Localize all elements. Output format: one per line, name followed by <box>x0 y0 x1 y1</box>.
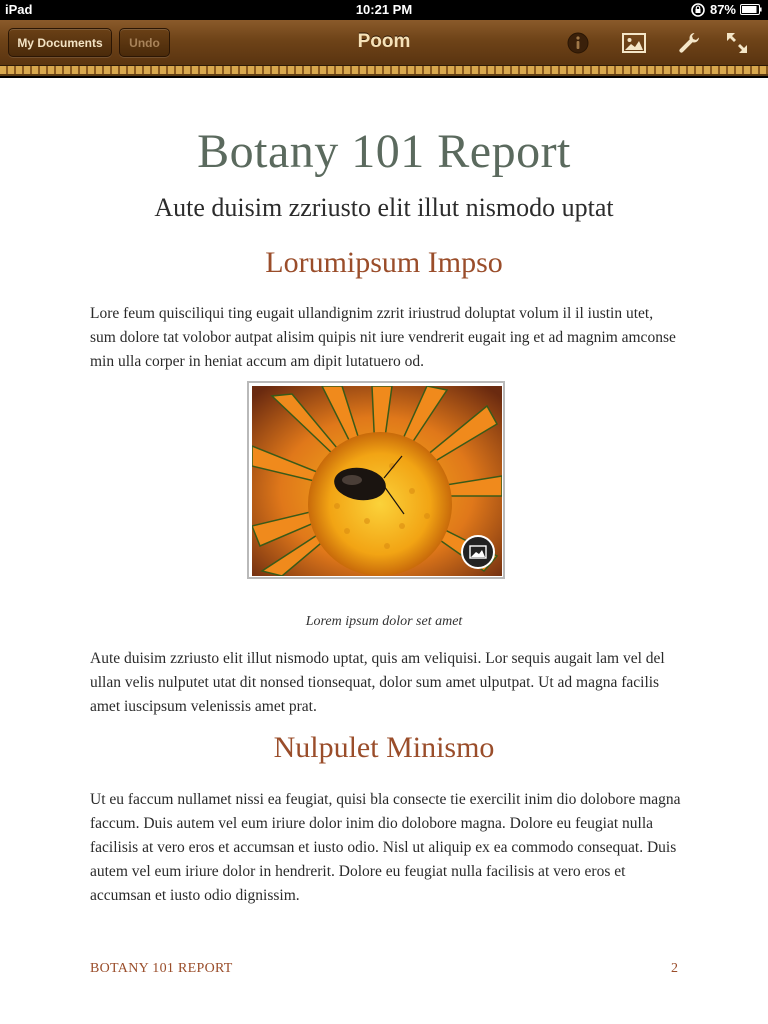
device-name: iPad <box>5 2 33 17</box>
page-number[interactable]: 2 <box>671 961 678 976</box>
document-subtitle[interactable]: Aute duisim zzriusto elit illut nismodo uptat <box>154 193 614 222</box>
section-heading[interactable]: Nulpulet Minismo <box>273 731 495 764</box>
image-caption[interactable]: Lorem ipsum dolor set amet <box>305 614 463 629</box>
fullscreen-icon[interactable] <box>724 30 750 56</box>
footer-title[interactable]: BOTANY 101 REPORT <box>90 961 233 976</box>
image-icon[interactable] <box>621 30 647 56</box>
section-heading[interactable]: Lorumipsum Impso <box>265 246 503 279</box>
battery-icon <box>740 4 762 15</box>
wrench-icon[interactable] <box>676 30 702 56</box>
toolbar-stitching <box>0 66 768 76</box>
body-paragraph[interactable]: Lore feum quisciliqui ting eugait ullandignim zzrit iriustrud doluptat volum il il iustin utet, sum dolore tat volobor autpat alisim quipis nit iure vendrerit eugait ing et ad magnim amconse min ulla corper in heniat accum am dipit lutatuero od. <box>90 305 676 370</box>
document-name: Poom <box>357 31 411 52</box>
battery-percent: 87% <box>709 2 736 17</box>
document-page[interactable] <box>0 78 768 1024</box>
status-bar <box>0 0 768 20</box>
status-time: 10:21 PM <box>355 2 413 17</box>
my-documents-button[interactable]: My Documents <box>8 28 112 57</box>
flower-photo <box>252 386 502 576</box>
info-icon[interactable] <box>565 30 591 56</box>
toolbar <box>0 20 768 66</box>
body-paragraph[interactable]: Ut eu faccum nullamet nissi ea feugiat, quisi bla consecte tie exercilit inim dio dolobore magna faccum. Duis autem vel eum iriure dolor inim dio dolobore magna. Dolore eu feugiat nulla facilisis at vero eros et accumsan et iusto odio. Nisl ut aliquip ex ea commodo consequat. Duis autem vel eum iriure dolor in hendrerit. Dolore eu feugiat nulla facilisis at vero eros et accumsan et iusto odio dignissim. <box>90 791 681 904</box>
rotation-lock-icon <box>690 3 706 17</box>
document-title[interactable]: Botany 101 Report <box>197 125 571 178</box>
body-paragraph[interactable]: Aute duisim zzriusto elit illut nismodo uptat, quis am veliquisi. Lor sequis augait lam vel del ullan velis nulputet utat dit nonsed tionsequat, dolor sum amet ulputpat. Ut ad magna facilis amet iuscipsum velenissis amet prat. <box>90 650 665 715</box>
undo-button[interactable]: Undo <box>119 28 170 57</box>
status-right <box>690 2 762 17</box>
inline-image[interactable] <box>247 381 505 579</box>
